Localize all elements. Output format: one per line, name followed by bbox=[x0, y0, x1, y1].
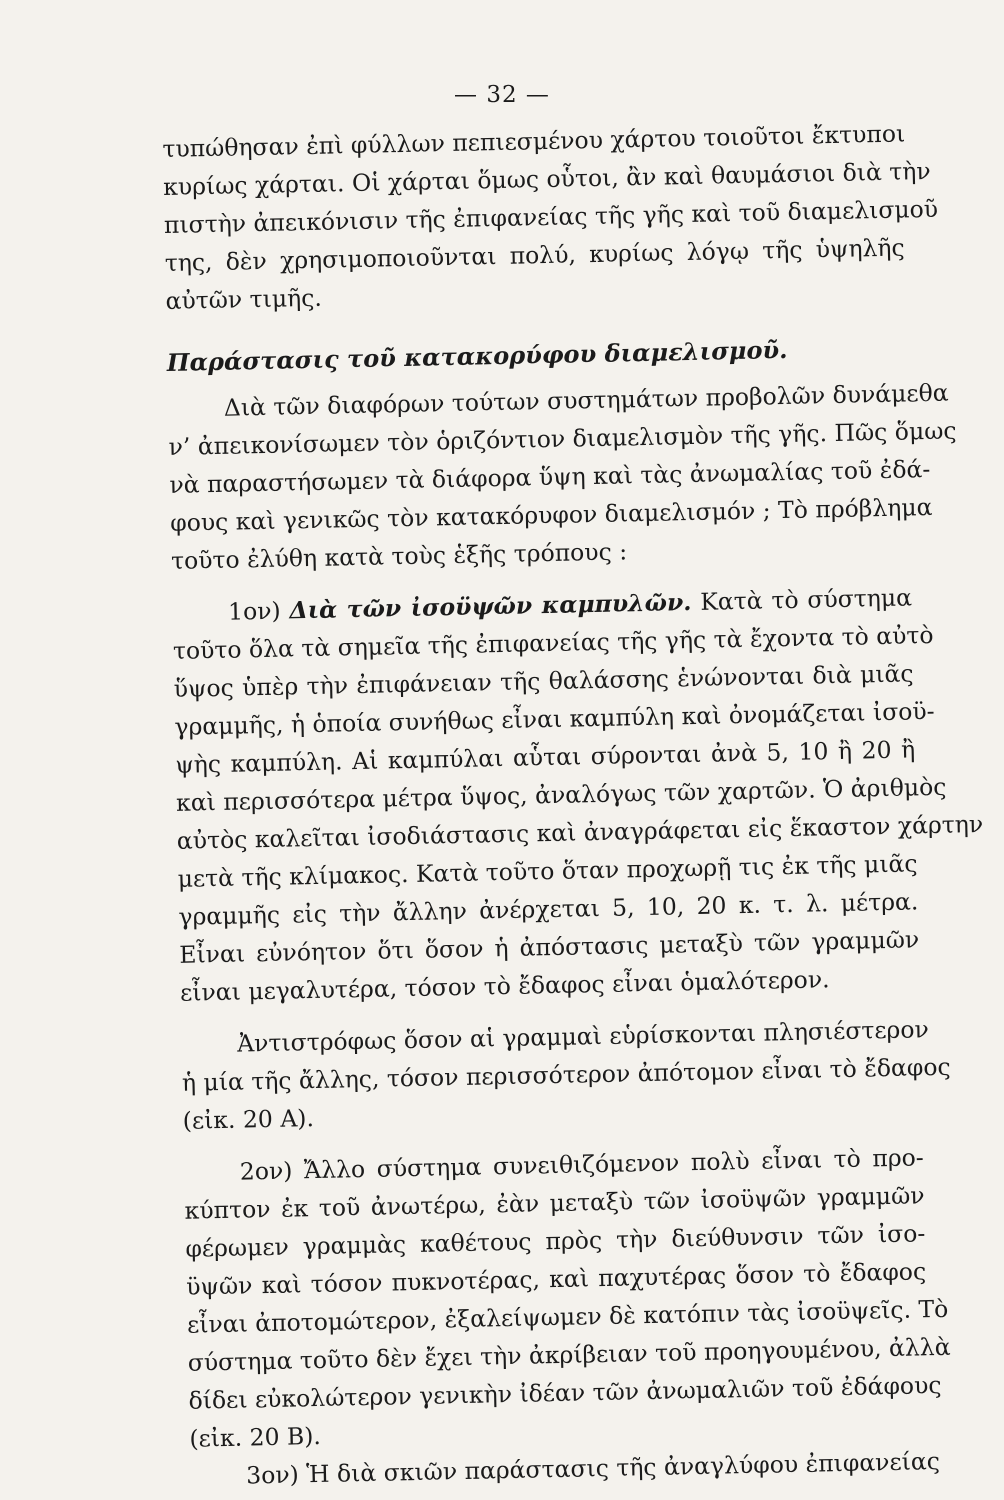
method-1-contours bbox=[172, 578, 984, 1011]
method-1-first-line-rest: Κατὰ τὸ σύστημα bbox=[700, 583, 913, 616]
text-line: μετὰ τῆς κλίμακος. Κατὰ τοῦτο ὅταν προχωρῇ τις ἐκ τῆς μιᾶς bbox=[177, 849, 918, 893]
text-line: κύπτον ἐκ τοῦ ἀνωτέρω, ἐὰν μεταξὺ τῶν ἰσοϋψῶν γραμμῶν bbox=[184, 1181, 925, 1225]
text-line: ϋψῶν καὶ τόσον πυκνοτέρας, καὶ παχυτέρας ὅσον τὸ ἔδαφος bbox=[185, 1257, 927, 1301]
text-line: της, δὲν χρησιμοποιοῦνται πολύ, κυρίως λόγῳ τῆς ὑψηλῆς bbox=[164, 233, 905, 277]
method-2-first-line: 2ον) Ἄλλο σύστημα συνειθιζόμενον πολὺ εἶναι τὸ προ- bbox=[239, 1143, 924, 1186]
text-line: φέρωμεν γραμμὰς καθέτους πρὸς τὴν διεύθυνσιν τῶν ἰσο- bbox=[185, 1219, 926, 1263]
text-line: ὕψος ὑπὲρ τὴν ἐπιφάνειαν τῆς θαλάσσης ἑνώνονται διὰ μιᾶς bbox=[173, 659, 914, 703]
text-line: γραμμῆς εἰς τὴν ἄλλην ἀνέρχεται 5, 10, 20 κ. τ. λ. μέτρα. bbox=[178, 887, 919, 931]
text-line: πιστὴν ἀπεικόνισιν τῆς ἐπιφανείας τῆς γῆς καὶ τοῦ διαμελισμοῦ bbox=[163, 194, 939, 239]
text-line: Διὰ τῶν διαφόρων τούτων συστημάτων προβολῶν δυνάμεθα bbox=[223, 378, 949, 422]
page-text bbox=[162, 115, 984, 1496]
method-1-title: Διὰ τῶν ἰσοϋψῶν καμπυλῶν. bbox=[289, 588, 692, 625]
text-line: γραμμῆς, ἡ ὁποία συνήθως εἶναι καμπύλη καὶ ὀνομάζεται ἰσοϋ- bbox=[174, 696, 935, 741]
text-line: ἡ μία τῆς ἄλλης, τόσον περισσότερον ἀπότομον εἶναι τὸ ἔδαφος bbox=[181, 1052, 951, 1097]
page-number: — 32 — bbox=[454, 82, 550, 108]
paragraph-intro bbox=[162, 115, 939, 320]
text-line: καὶ περισσότερα μέτρα ὕψος, ἀναλόγως τῶν χαρτῶν. Ὁ ἀριθμὸς bbox=[175, 772, 947, 817]
text-line: (εἰκ. 20 Α). bbox=[182, 1104, 315, 1135]
text-line: αὐτῶν τιμῆς. bbox=[165, 283, 323, 315]
text-line: Εἶναι εὐνόητον ὅτι ὅσον ἡ ἀπόστασις μεταξὺ τῶν γραμμῶν bbox=[178, 925, 920, 969]
text-line: τυπώθησαν ἐπὶ φύλλων πεπιεσμένου χάρτου τοιοῦτοι ἔκτυποι bbox=[162, 119, 906, 163]
text-line: φους καὶ γενικῶς τὸν κατακόρυφον διαμελισμόν ; Τὸ πρόβλημα bbox=[169, 492, 933, 537]
section-heading: Παράστασις τοῦ κατακορύφου διαμελισμοῦ. bbox=[166, 334, 788, 377]
method-2-hachures bbox=[183, 1138, 951, 1457]
text-line: κυρίως χάρται. Οἱ χάρται ὅμως οὗτοι, ἂν καὶ θαυμάσιοι διὰ τὴν bbox=[162, 156, 931, 201]
text-line: δίδει εὐκολώτερον γενικὴν ἰδέαν τῶν ἀνωμαλιῶν τοῦ ἐδάφους bbox=[188, 1370, 942, 1415]
text-line: εἶναι μεγαλυτέρα, τόσον τὸ ἔδαφος εἶναι ὁμαλότερον. bbox=[179, 965, 830, 1007]
paragraph-inverse bbox=[181, 1010, 951, 1139]
text-line: τοῦτο ἐλύθη κατὰ τοὺς ἑξῆς τρόπους : bbox=[170, 537, 628, 575]
text-line: ν’ ἀπεικονίσωμεν τὸν ὁριζόντιον διαμελισμὸν τῆς γῆς. Πῶς ὅμως bbox=[168, 416, 957, 461]
text-line: νὰ παραστήσωμεν τὰ διάφορα ὕψη καὶ τὰς ἀνωμαλίας τοῦ ἐδά- bbox=[169, 454, 931, 499]
paragraph-methods-intro bbox=[167, 374, 957, 579]
text-line: αὐτὸς καλεῖται ἰσοδιάστασις καὶ ἀναγράφεται εἰς ἕκαστον χάρτην bbox=[176, 809, 984, 855]
text-line: εἶναι ἀποτομώτερον, ἐξαλείψωμεν δὲ κατόπιν τὰς ἰσοϋψεῖς. Τὸ bbox=[186, 1294, 949, 1339]
method-1-number: 1ον) bbox=[227, 596, 281, 626]
text-line: Ἀντιστρόφως ὅσον αἱ γραμμαὶ εὑρίσκονται πλησιέστερον bbox=[236, 1015, 930, 1058]
text-line: τοῦτο ὅλα τὰ σημεῖα τῆς ἐπιφανείας τῆς γῆς τὰ ἔχοντα τὸ αὐτὸ bbox=[172, 620, 934, 665]
text-line: ψὴς καμπύλη. Αἱ καμπύλαι αὗται σύρονται ἀνὰ 5, 10 ἢ 20 ἢ bbox=[175, 735, 916, 779]
method-3-first-line: 3ον) Ἡ διὰ σκιῶν παράστασις τῆς ἀναγλύφου ἐπιφανείας bbox=[245, 1447, 941, 1490]
text-line: σύστημα τοῦτο δὲν ἔχει τὴν ἀκρίβειαν τοῦ προηγουμένου, ἀλλὰ bbox=[187, 1332, 951, 1377]
text-line: (εἰκ. 20 Β). bbox=[189, 1421, 322, 1453]
